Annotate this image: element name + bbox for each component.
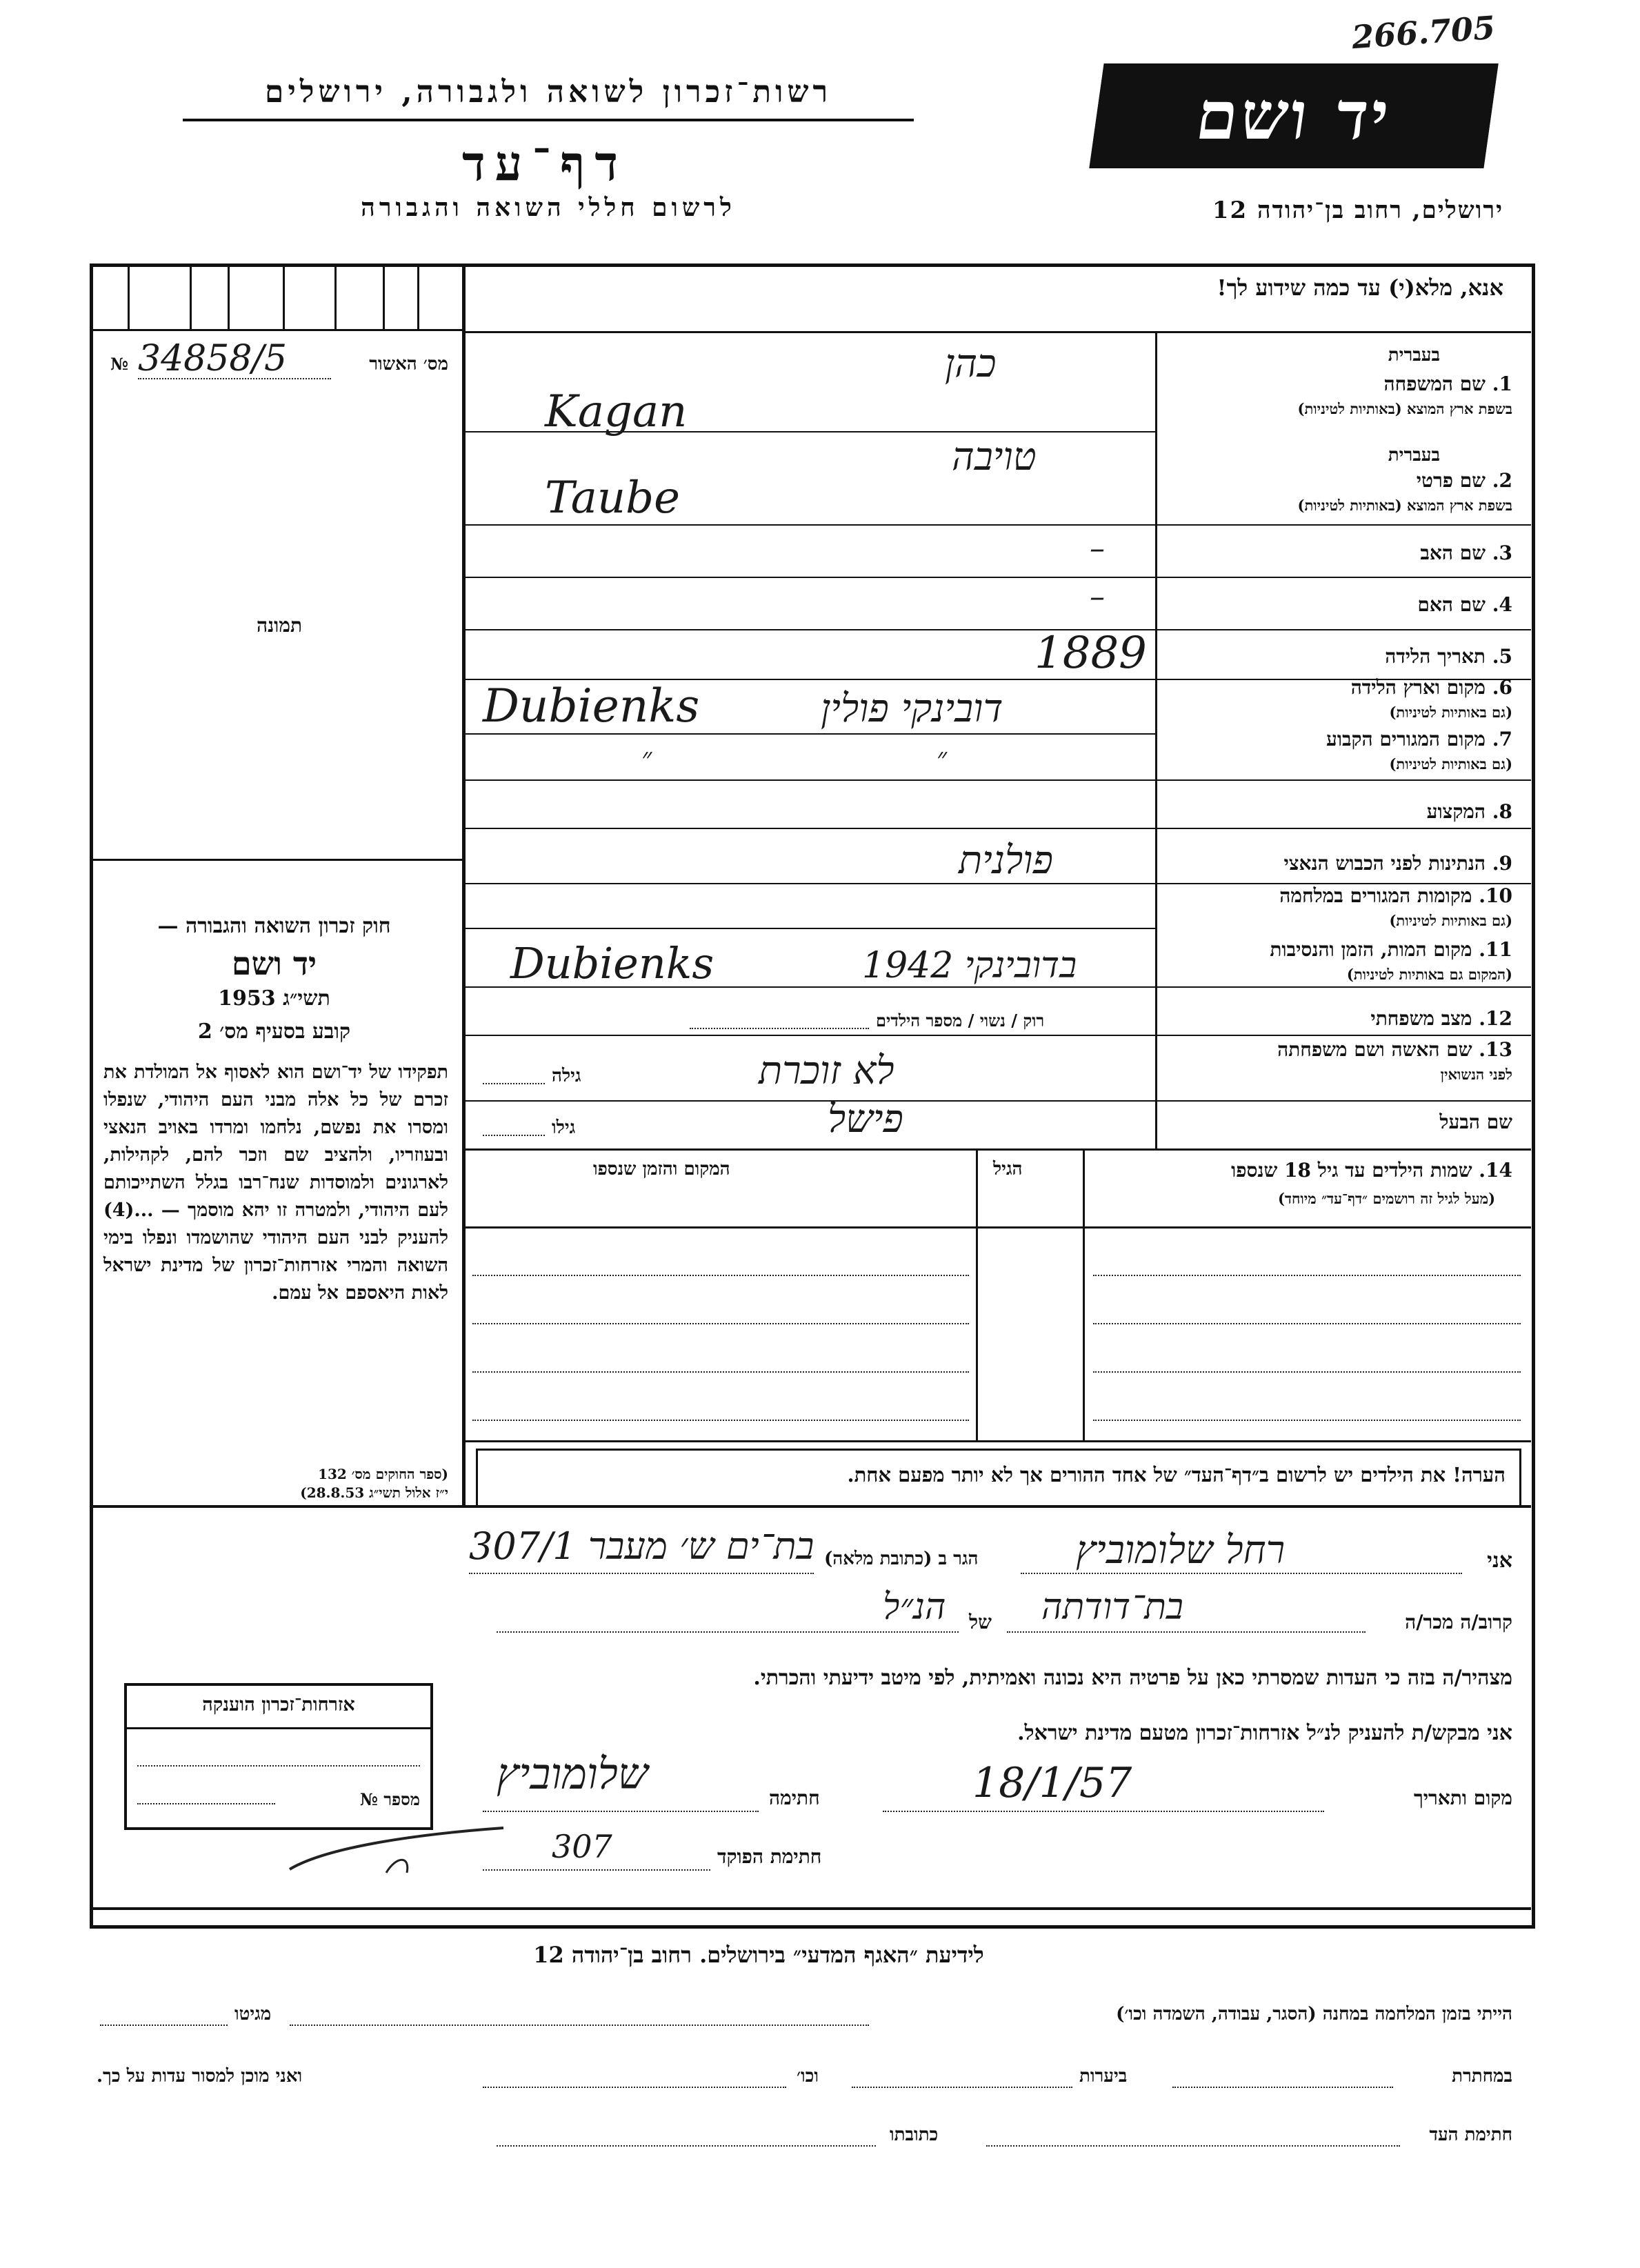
field-4-label: 4. שם האם <box>1417 593 1512 616</box>
citizenship-title: אזרחות־זכרון הוענקה <box>202 1694 355 1715</box>
logo-text: יד ושם <box>1191 77 1397 155</box>
field-10-label: 10. מקומות המגורים במלחמה <box>1279 884 1512 907</box>
field-13-sub: לפני הנשואין <box>1440 1066 1512 1083</box>
field-1-heb-tag: בעברית <box>1388 345 1440 366</box>
approval-number-label: מס׳ האשור <box>369 354 448 375</box>
research-title: לידיעת ״האגף המדעי״ בירושלים. רחוב בן־יהודה 12 <box>533 1942 984 1968</box>
law-text: תפקידו של יד־ושם הוא לאסוף אל המולדת את זכרם של כל אלה מבני העם היהודי, שנפלו ומסרו את נפשם, נלחמו ומרדו באויב הנאצי ובעוזריו, ולהציב שם וזכר להם, לקהילות, לארגונים ולמוסדות שנח־רבו בגלל השתייכותם לעם היהודי, ולמטרה זו יהא מוסמך — ...(4) להעניק לבני העם היהודי שהושמדו ונפלו בימי השואה והמרי אזרחות־זכרון של מדינת ישראל לאות היאספם אל עמם. <box>103 1062 448 1304</box>
children-title: 14. שמות הילדים עד גיל 18 שנספו <box>1231 1159 1512 1182</box>
field-12-label: 12. מצב משפחתי <box>1370 1007 1512 1030</box>
death-place-latin: Dubienks <box>510 938 714 988</box>
field-5-label: 5. תאריך הלידה <box>1385 645 1512 668</box>
citizenship-number-label: מספר № <box>359 1789 420 1809</box>
law-source-2: י״ז אלול תשי״ג 28.8.53) <box>300 1484 448 1501</box>
decl-address: בת־ים ש׳ מעבר 307/1 <box>469 1524 814 1568</box>
research-willing: ואני מוכן למסור עדות על כך. <box>97 2066 303 2087</box>
decl-statement: מצהיר/ה בזה כי העדות שמסרתי כאן על פרטיה היא נכונה ואמיתית, לפי מיטב ידיעתי והכרתי. <box>753 1666 1512 1690</box>
decl-place-date: 18/1/57 <box>972 1759 1132 1807</box>
photo-label: תמונה <box>256 614 303 637</box>
surname-hebrew: כהן <box>945 341 997 386</box>
research-etc: וכו׳ <box>797 2066 819 2087</box>
decl-i-am: אני <box>1487 1549 1512 1573</box>
father-name: – <box>1090 531 1105 566</box>
research-line1: הייתי בזמן המלחמה במחנה (הסגר, עבודה, השמדה וכו׳) <box>1116 2004 1512 2025</box>
mother-name: – <box>1090 579 1105 615</box>
field-1-label: 1. שם המשפחה <box>1383 372 1512 395</box>
husband-age-label: גילו <box>552 1117 576 1138</box>
research-signature: חתימת העד <box>1429 2125 1512 2145</box>
approval-number-row <box>110 338 455 383</box>
research-address: כתובתו <box>890 2125 939 2145</box>
surname-latin: Kagan <box>545 386 688 437</box>
children-col-place: המקום והזמן שנספו <box>593 1159 730 1180</box>
field-7-sub: (גם באותיות לטיניות) <box>1389 755 1512 773</box>
firstname-hebrew: טויבה <box>952 435 1037 479</box>
husband-label: שם הבעל <box>1439 1111 1512 1133</box>
decl-of: של <box>969 1611 992 1633</box>
research-ghetto: מגיטו <box>234 2004 272 2025</box>
field-6-label: 6. מקום וארץ הלידה <box>1350 676 1512 699</box>
research-underground: במחתרת <box>1452 2066 1512 2087</box>
yad-vashem-logo <box>1089 63 1498 168</box>
field-7-label: 7. מקום המגורים הקבוע <box>1326 728 1512 750</box>
pen-stroke <box>283 1807 517 1883</box>
research-forests: ביערות <box>1079 2066 1128 2087</box>
approval-number-suffix: № <box>110 354 129 374</box>
law-clause: קובע בסעיף מס׳ 2 <box>197 1019 351 1044</box>
header-address: ירושלים, רחוב בן־יהודה 12 <box>1212 197 1503 224</box>
form-title: דף־עד <box>461 135 628 192</box>
field-9-label: 9. הנתינות לפני הכבוש הנאצי <box>1283 852 1512 875</box>
law-title: חוק זכרון השואה והגבורה — <box>157 914 391 938</box>
decl-name: רחל שלומוביץ <box>1076 1528 1286 1573</box>
decl-request: אני מבקש/ת להעניק לנ״ל אזרחות־זכרון מטעם מדינת ישראל. <box>1017 1721 1512 1745</box>
law-name: יד ושם <box>231 945 317 982</box>
form-subtitle: לרשום חללי השואה והגבורה <box>361 193 736 222</box>
law-source-1: (ספר החוקים מס׳ 132 <box>318 1466 448 1482</box>
decl-relative-label: קרוב/ה מכר/ה <box>1405 1611 1512 1633</box>
nationality: פולנית <box>959 838 1053 883</box>
residence-ditto: ״ ״ <box>641 742 1086 774</box>
field-11-sub: (המקום גם באותיות לטיניות) <box>1346 966 1512 983</box>
field-10-sub: (גם באותיות לטיניות) <box>1389 912 1512 929</box>
husband-name: פישל <box>828 1097 903 1142</box>
birthplace-latin: Dubienks <box>483 679 700 733</box>
field-2-heb-tag: בעברית <box>1388 445 1440 466</box>
field-8-label: 8. המקצוע <box>1426 800 1512 823</box>
decl-place-date-label: מקום ותאריך <box>1413 1787 1512 1809</box>
decl-officer-label: חתימת הפוקד <box>717 1845 822 1868</box>
law-year: תשי״ג 1953 <box>218 986 330 1011</box>
marital-options: רוק / נשוי / מספר הילדים <box>876 1011 1045 1031</box>
decl-resides: הגר ב (כתובת מלאה) <box>824 1549 979 1569</box>
code-boxes <box>93 263 462 331</box>
children-col-age: הגיל <box>993 1159 1023 1180</box>
field-6-sub: (גם באותיות לטיניות) <box>1389 704 1512 721</box>
field-3-label: 3. שם האב <box>1420 541 1512 564</box>
decl-signature-label: חתימה <box>769 1787 820 1809</box>
remark-text: הערה! את הילדים יש לרשום ב״דף־העד״ של אחד ההורים אך לא יותר מפעם אחת. <box>847 1463 1506 1486</box>
authority-name: רשות־זכרון לשואה ולגבורה, ירושלים <box>264 74 832 110</box>
field-1-sub: בשפת ארץ המוצא (באותיות לטיניות) <box>1297 400 1512 417</box>
children-note: (מעל לגיל זה רושמים ״דף־עד״ מיוחד) <box>1277 1190 1495 1207</box>
decl-relation: בת־דודתה <box>1041 1586 1183 1628</box>
death-place-hebrew: בדובינקי 1942 <box>862 945 1077 986</box>
archive-number: 266.705 <box>1350 8 1497 57</box>
field-2-label: 2. שם פרטי <box>1416 469 1512 492</box>
intro-text: אנא, מלא(י) עד כמה שידוע לך! <box>1217 275 1503 301</box>
field-11-label: 11. מקום המות, הזמן והנסיבות <box>1270 938 1512 961</box>
remark-box <box>476 1449 1521 1508</box>
birthplace-hebrew: דובינקי פולין <box>821 686 1003 731</box>
decl-signature: שלומוביץ <box>497 1749 648 1799</box>
firstname-latin: Taube <box>545 472 680 524</box>
birth-date: 1889 <box>1034 628 1147 679</box>
field-2-sub: בשפת ארץ המוצא (באותיות לטיניות) <box>1297 497 1512 514</box>
field-13-label: 13. שם האשה ושם משפחתה <box>1277 1038 1512 1061</box>
wife-age-label: גילה <box>552 1066 581 1086</box>
wife-name: לא זוכרת <box>759 1048 894 1093</box>
decl-of-value: הנ״ל <box>883 1586 946 1628</box>
approval-number-value: 34858/5 <box>138 338 288 379</box>
decl-officer: 307 <box>552 1828 612 1865</box>
